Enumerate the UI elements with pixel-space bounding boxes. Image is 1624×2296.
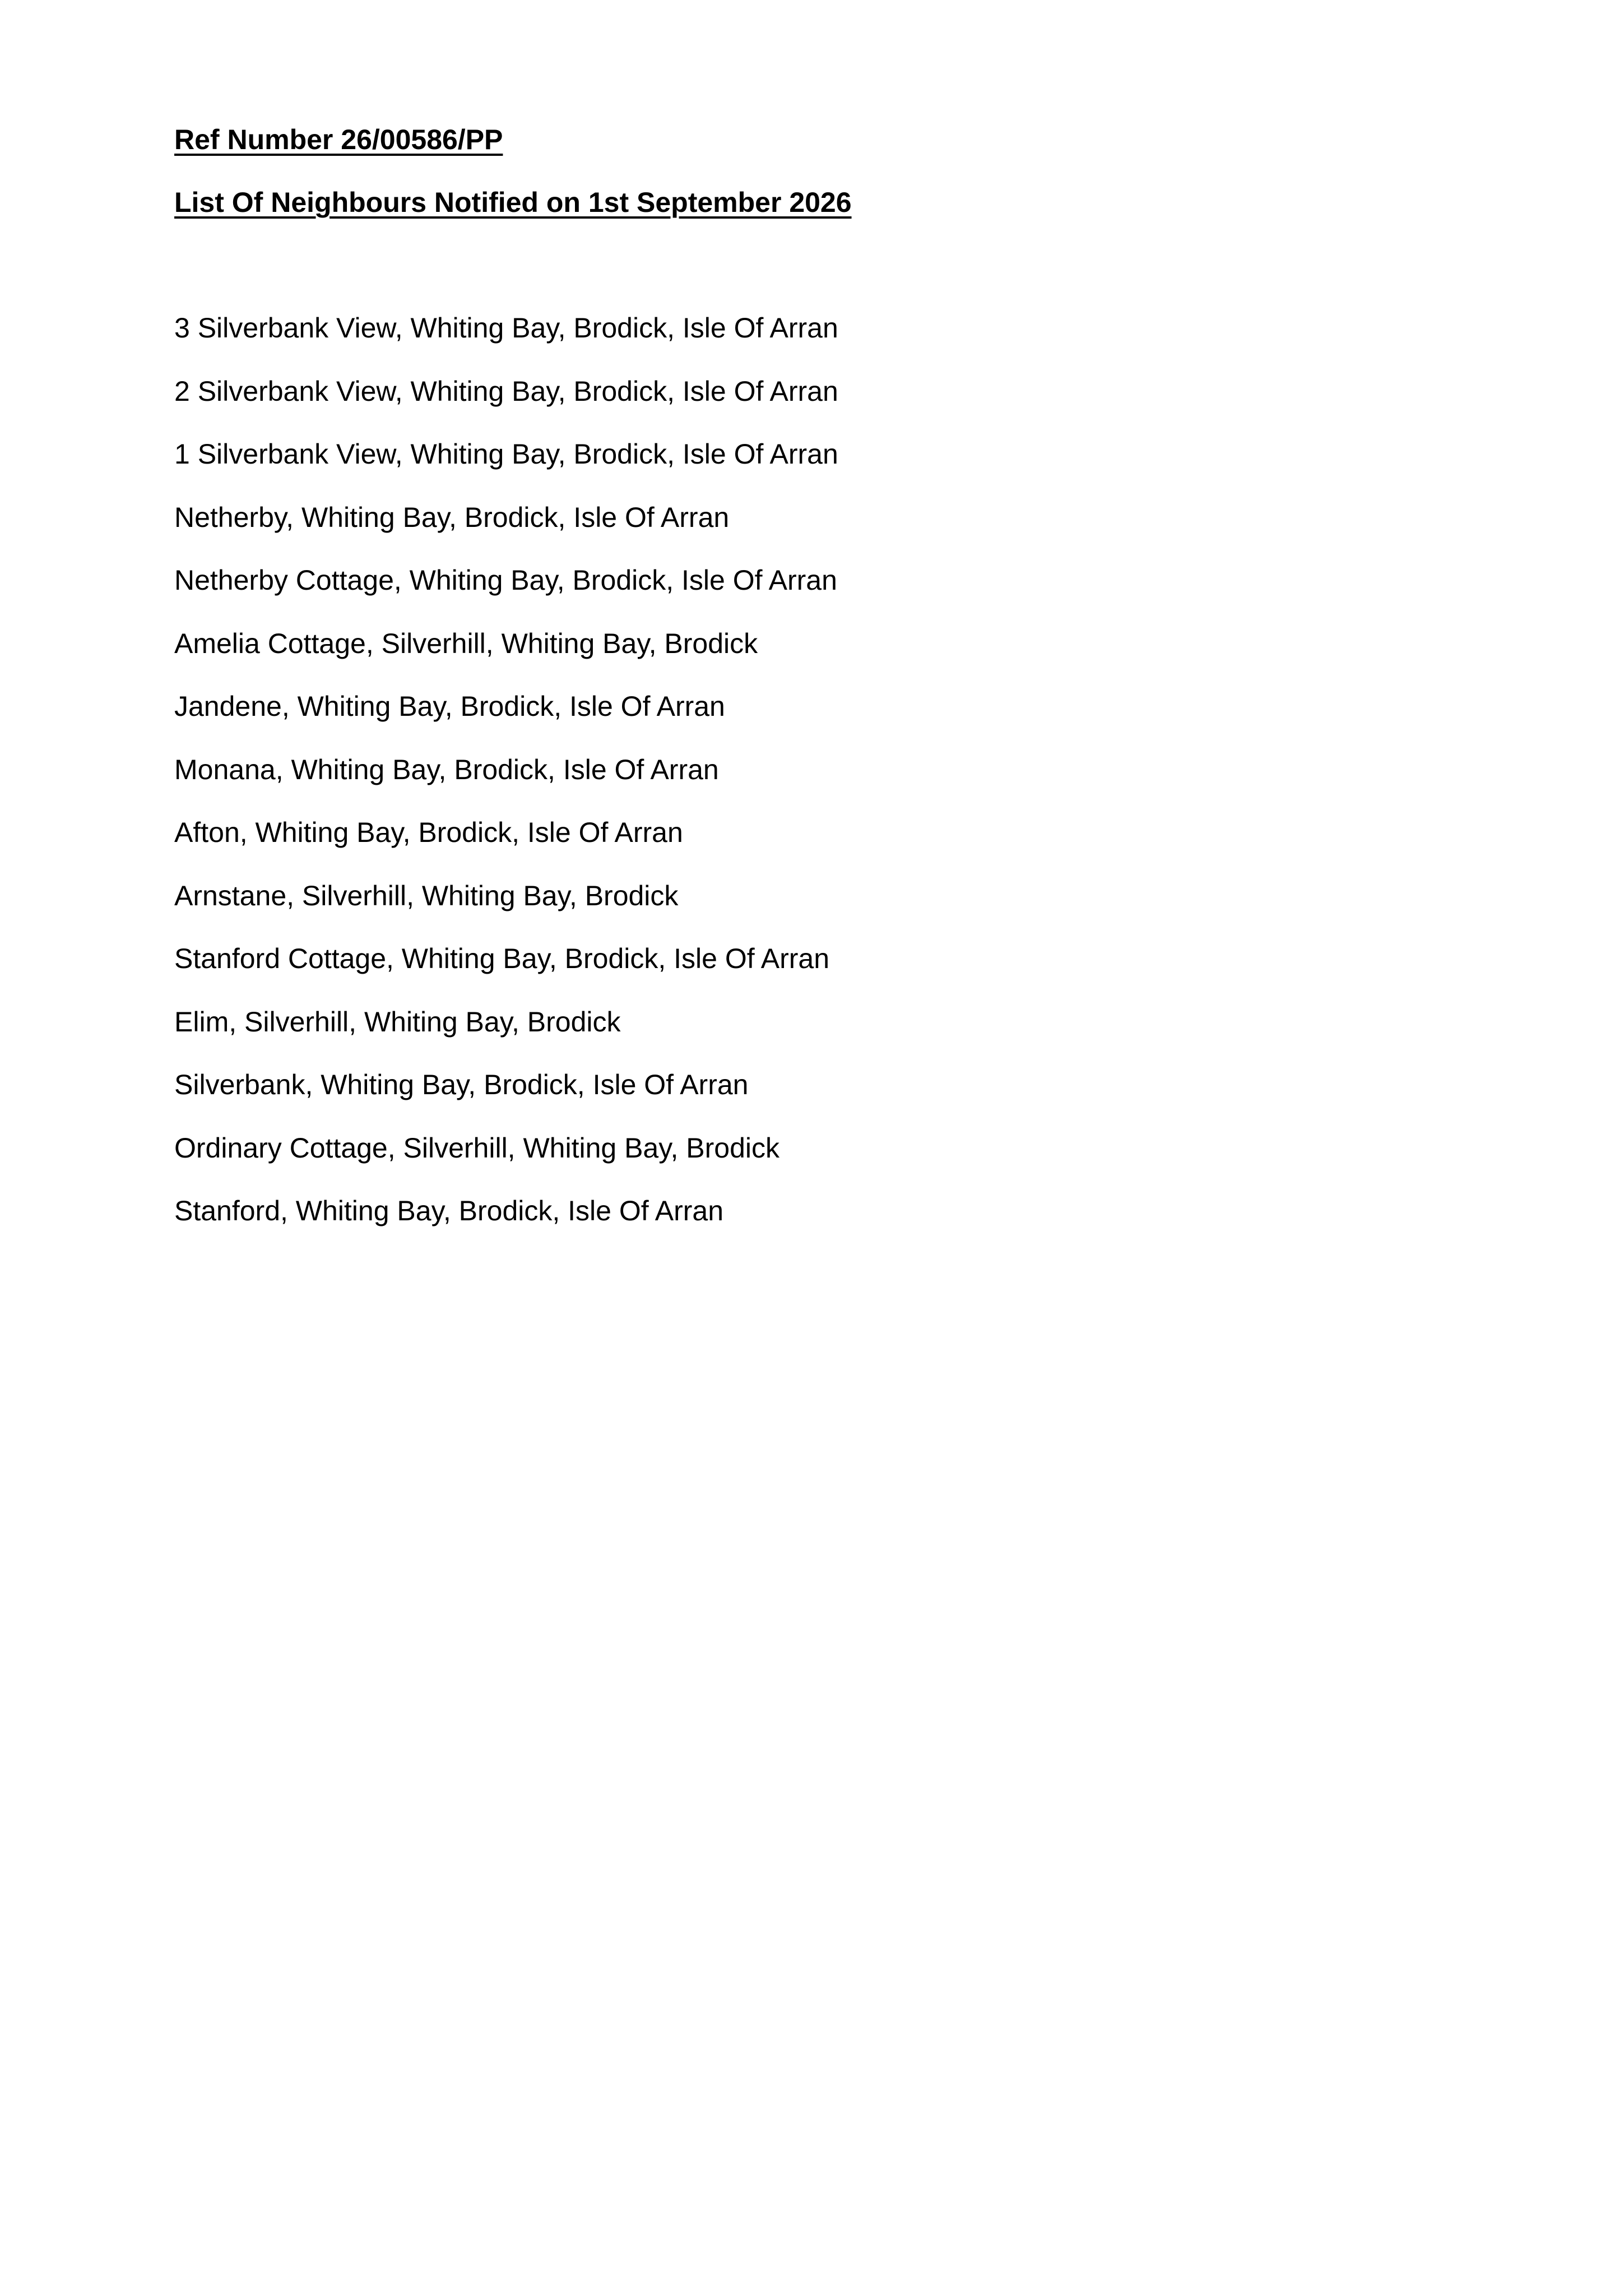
address-item: Netherby Cottage, Whiting Bay, Brodick, Isle Of Arran (174, 564, 837, 596)
address-item: Silverbank, Whiting Bay, Brodick, Isle Of Arran (174, 1069, 749, 1100)
document-title: List Of Neighbours Notified on 1st September 2026 (174, 187, 852, 218)
address-item: Elim, Silverhill, Whiting Bay, Brodick (174, 1006, 621, 1038)
reference-number: Ref Number 26/00586/PP (174, 124, 503, 155)
address-item: 2 Silverbank View, Whiting Bay, Brodick, Isle Of Arran (174, 375, 838, 407)
address-item: Ordinary Cottage, Silverhill, Whiting Bay, Brodick (174, 1132, 780, 1164)
address-item: Jandene, Whiting Bay, Brodick, Isle Of Arran (174, 691, 725, 722)
address-item: Stanford, Whiting Bay, Brodick, Isle Of Arran (174, 1195, 724, 1226)
neighbour-address-list (174, 311, 838, 1257)
address-item: 1 Silverbank View, Whiting Bay, Brodick, Isle Of Arran (174, 438, 838, 470)
address-item: Monana, Whiting Bay, Brodick, Isle Of Arran (174, 753, 719, 785)
address-item: Netherby, Whiting Bay, Brodick, Isle Of Arran (174, 501, 730, 533)
address-item: Arnstane, Silverhill, Whiting Bay, Brodick (174, 879, 679, 911)
address-item: Afton, Whiting Bay, Brodick, Isle Of Arran (174, 817, 683, 848)
address-item: Amelia Cottage, Silverhill, Whiting Bay, Brodick (174, 627, 758, 659)
address-item: 3 Silverbank View, Whiting Bay, Brodick, Isle Of Arran (174, 312, 838, 344)
address-item: Stanford Cottage, Whiting Bay, Brodick, Isle Of Arran (174, 943, 830, 974)
